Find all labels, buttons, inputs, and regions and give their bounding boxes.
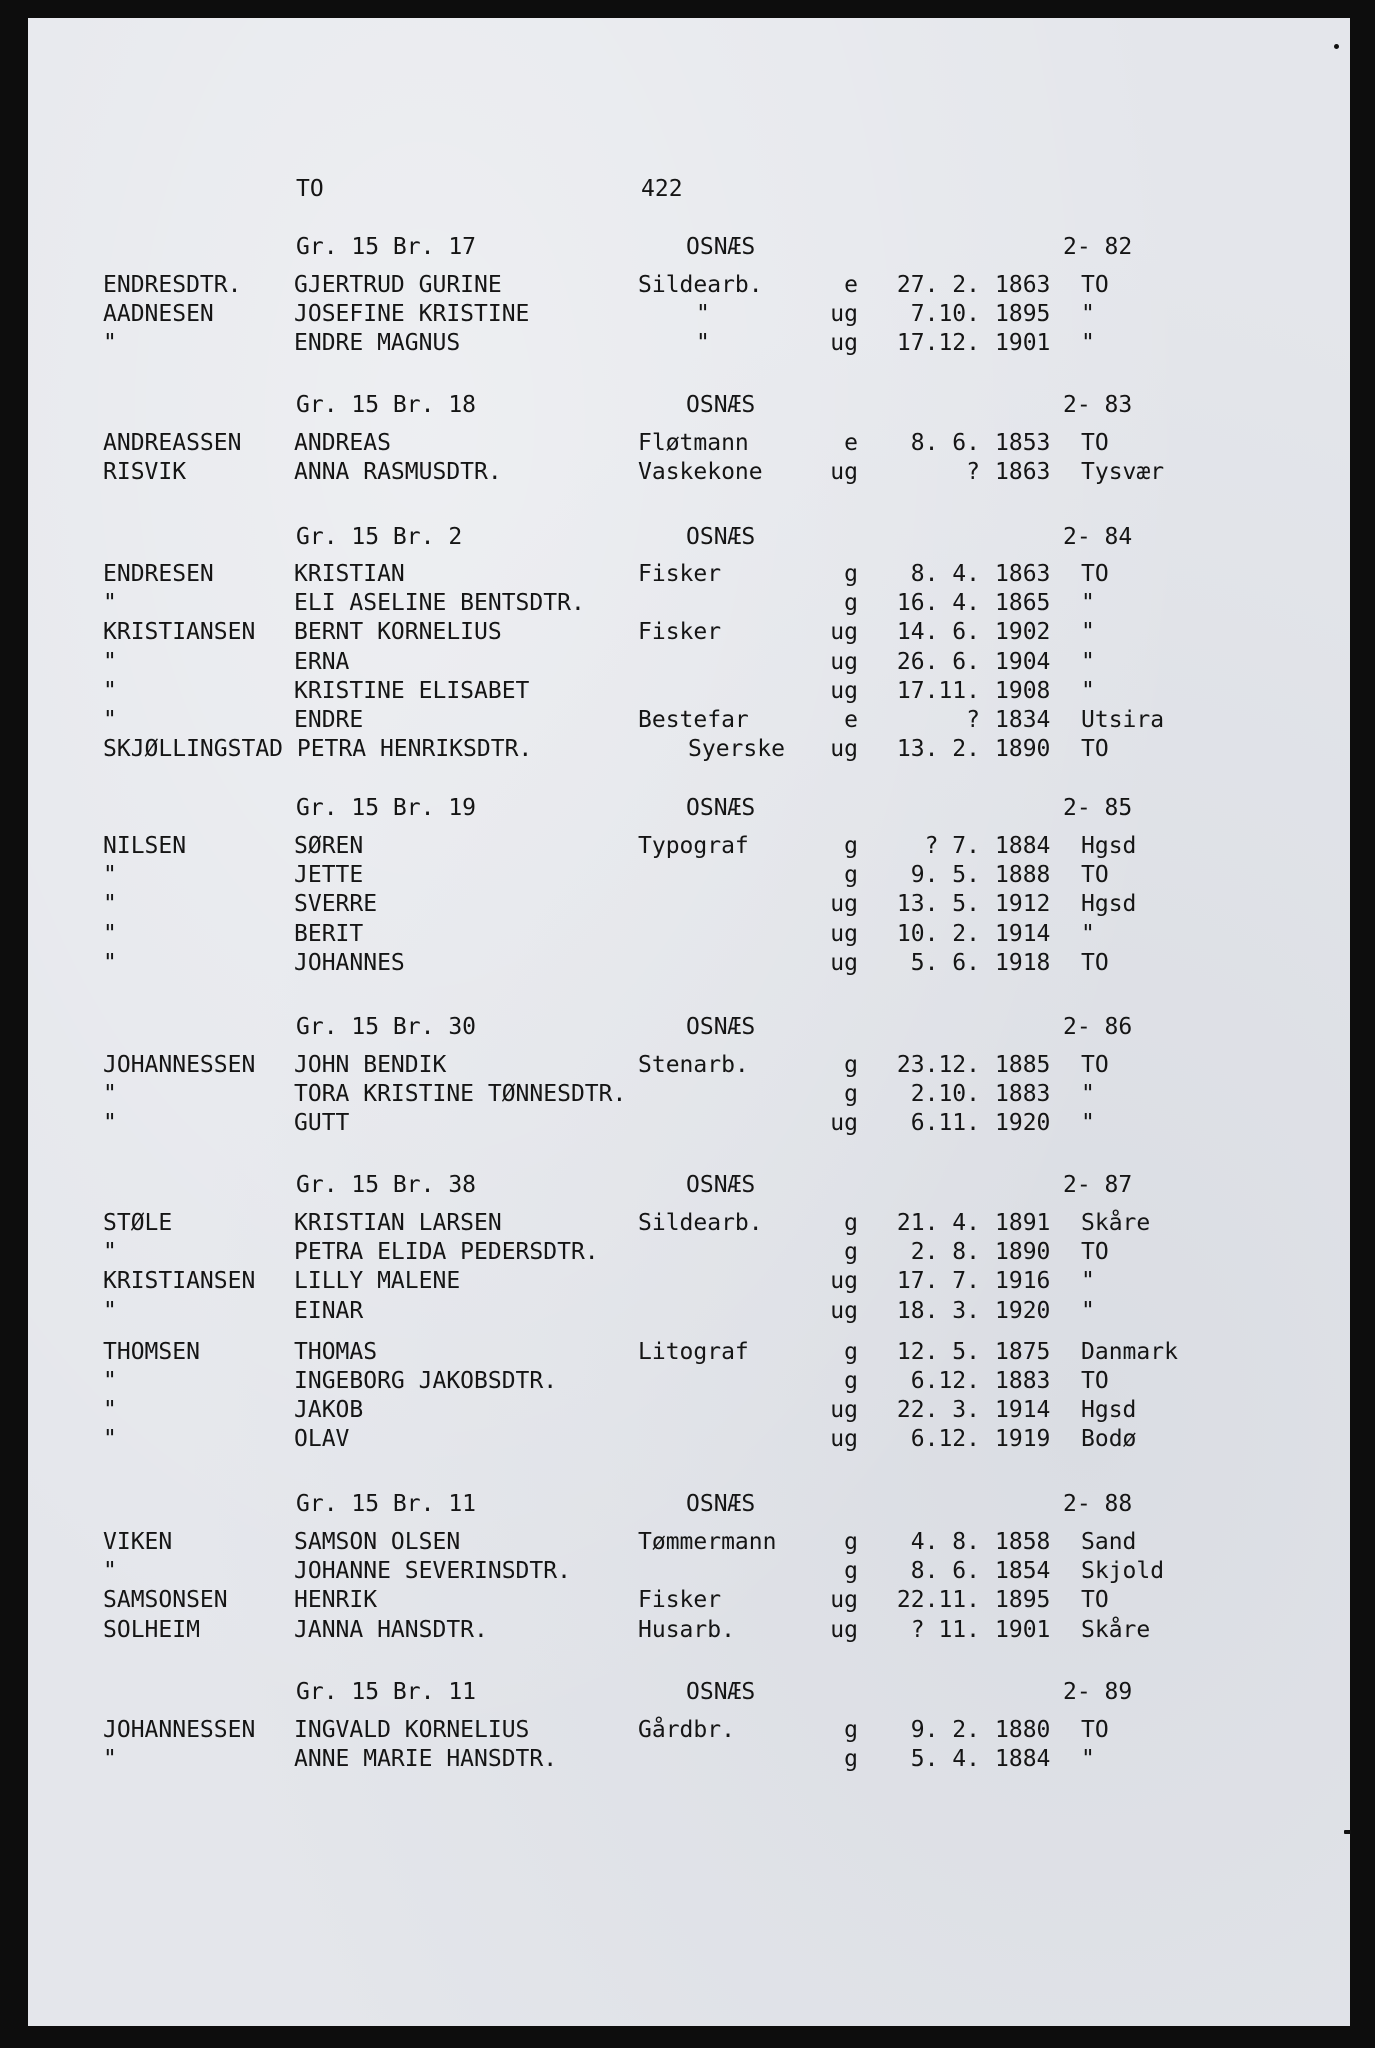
- birth-date: 22.11.: [896, 1587, 980, 1613]
- given-name: ENDRE: [294, 707, 364, 733]
- birthplace: Tysvær: [1081, 459, 1165, 485]
- birthplace: ": [1081, 1110, 1095, 1136]
- given-name: JETTE: [294, 862, 364, 888]
- given-name: BERNT KORNELIUS: [294, 619, 502, 645]
- marital-status: ug: [830, 649, 858, 675]
- marital-status: g: [844, 1529, 858, 1555]
- birth-year: 1920: [995, 1298, 1051, 1324]
- birthplace: Hgsd: [1081, 891, 1137, 917]
- given-name: JOHANNES: [294, 950, 405, 976]
- surname: ": [103, 678, 117, 704]
- birthplace: Hgsd: [1081, 833, 1137, 859]
- birth-date: 21. 4.: [896, 1210, 980, 1236]
- occupation: Fisker: [638, 561, 722, 587]
- place-name: OSNÆS: [686, 1172, 756, 1198]
- birthplace: ": [1081, 1081, 1095, 1107]
- surname: ": [103, 1081, 117, 1107]
- given-name: ANNA RASMUSDTR.: [294, 459, 502, 485]
- birthplace: ": [1081, 1268, 1095, 1294]
- given-name: KRISTIAN LARSEN: [294, 1210, 502, 1236]
- marital-status: g: [844, 1368, 858, 1394]
- household-code: 2- 85: [1063, 795, 1133, 821]
- birth-year: 1883: [995, 1081, 1051, 1107]
- occupation: Gårdbr.: [638, 1717, 735, 1743]
- birthplace: Skjold: [1081, 1558, 1165, 1584]
- surname: ": [103, 330, 117, 356]
- place-name: OSNÆS: [686, 795, 756, 821]
- occupation: Syerske: [688, 736, 785, 762]
- birth-year: 1880: [995, 1717, 1051, 1743]
- birth-date: 8. 6.: [910, 1558, 980, 1584]
- surname: ANDREASSEN: [103, 430, 242, 456]
- birth-date: 6.12.: [910, 1368, 980, 1394]
- birth-year: 1884: [995, 1746, 1051, 1772]
- birth-year: 1914: [995, 1397, 1051, 1423]
- birth-date: 13. 2.: [896, 736, 980, 762]
- birthplace: TO: [1081, 430, 1109, 456]
- birthplace: ": [1081, 330, 1095, 356]
- occupation: Fisker: [638, 1587, 722, 1613]
- given-name: SØREN: [294, 833, 364, 859]
- occupation: Fløtmann: [638, 430, 749, 456]
- marital-status: ug: [830, 950, 858, 976]
- place-name: OSNÆS: [686, 524, 756, 550]
- birth-year: 1890: [995, 736, 1051, 762]
- marital-status: g: [844, 1239, 858, 1265]
- marital-status: g: [844, 1717, 858, 1743]
- surname: ": [103, 1298, 117, 1324]
- given-name: INGEBORG JAKOBSDTR.: [294, 1368, 558, 1394]
- marital-status: ug: [830, 1298, 858, 1324]
- birth-date: 7.10.: [910, 301, 980, 327]
- given-name: JOSEFINE KRISTINE: [294, 301, 530, 327]
- birthplace: ": [1081, 301, 1095, 327]
- birth-date: 8. 4.: [910, 561, 980, 587]
- farm-number: Gr. 15 Br. 11: [296, 1679, 477, 1705]
- surname: ": [103, 1558, 117, 1584]
- farm-number: Gr. 15 Br. 11: [296, 1491, 477, 1517]
- birth-year: 1865: [995, 590, 1051, 616]
- birthplace: TO: [1081, 1368, 1109, 1394]
- surname: ": [103, 862, 117, 888]
- birth-date: ?: [966, 707, 980, 733]
- birth-date: ? 7.: [924, 833, 980, 859]
- marital-status: g: [844, 1746, 858, 1772]
- birth-year: 1863: [995, 561, 1051, 587]
- given-name: JANNA HANSDTR.: [294, 1617, 488, 1643]
- farm-number: Gr. 15 Br. 18: [296, 392, 477, 418]
- marital-status: ug: [830, 619, 858, 645]
- surname: THOMSEN: [103, 1339, 200, 1365]
- birth-year: 1883: [995, 1368, 1051, 1394]
- surname: JOHANNESSEN: [103, 1717, 256, 1743]
- birth-date: 8. 6.: [910, 430, 980, 456]
- given-name: JAKOB: [294, 1397, 364, 1423]
- given-name: HENRIK: [294, 1587, 378, 1613]
- household-code: 2- 82: [1063, 234, 1133, 260]
- birthplace: Utsira: [1081, 707, 1165, 733]
- marital-status: g: [844, 1558, 858, 1584]
- birth-year: 1895: [995, 301, 1051, 327]
- surname: ": [103, 1239, 117, 1265]
- surname: ": [103, 1368, 117, 1394]
- birth-year: 1919: [995, 1426, 1051, 1452]
- birth-year: 1884: [995, 833, 1051, 859]
- marital-status: ug: [830, 1397, 858, 1423]
- occupation: Husarb.: [638, 1617, 735, 1643]
- birthplace: TO: [1081, 1717, 1109, 1743]
- place-name: OSNÆS: [686, 392, 756, 418]
- marital-status: e: [844, 707, 858, 733]
- header-page-number: 422: [641, 176, 683, 202]
- given-name: KRISTINE ELISABET: [294, 678, 530, 704]
- occupation: Vaskekone: [638, 459, 763, 485]
- birth-date: 13. 5.: [896, 891, 980, 917]
- birthplace: TO: [1081, 1587, 1109, 1613]
- birth-year: 1863: [995, 272, 1051, 298]
- birth-date: 14. 6.: [896, 619, 980, 645]
- marital-status: ug: [830, 1426, 858, 1452]
- marital-status: e: [844, 272, 858, 298]
- given-name: GUTT: [294, 1110, 350, 1136]
- birthplace: ": [1081, 678, 1095, 704]
- birthplace: ": [1081, 590, 1095, 616]
- birth-date: 5. 4.: [910, 1746, 980, 1772]
- marital-status: g: [844, 1052, 858, 1078]
- birthplace: Hgsd: [1081, 1397, 1137, 1423]
- birth-date: 16. 4.: [896, 590, 980, 616]
- given-name: INGVALD KORNELIUS: [294, 1717, 530, 1743]
- occupation: Litograf: [638, 1339, 749, 1365]
- household-code: 2- 83: [1063, 392, 1133, 418]
- given-name: ERNA: [294, 649, 350, 675]
- marital-status: ug: [830, 459, 858, 485]
- birth-date: 2. 8.: [910, 1239, 980, 1265]
- birth-date: 2.10.: [910, 1081, 980, 1107]
- birth-date: 18. 3.: [896, 1298, 980, 1324]
- birth-year: 1914: [995, 921, 1051, 947]
- marital-status: g: [844, 833, 858, 859]
- birthplace: ": [1081, 1746, 1095, 1772]
- surname: VIKEN: [103, 1529, 173, 1555]
- given-name: ANNE MARIE HANSDTR.: [294, 1746, 558, 1772]
- marital-status: ug: [830, 678, 858, 704]
- marital-status: ug: [830, 1110, 858, 1136]
- birthplace: TO: [1081, 736, 1109, 762]
- surname: ": [103, 1397, 117, 1423]
- given-name: ELI ASELINE BENTSDTR.: [294, 590, 585, 616]
- surname: ": [103, 707, 117, 733]
- marital-status: g: [844, 1081, 858, 1107]
- given-name: JOHANNE SEVERINSDTR.: [294, 1558, 571, 1584]
- surname: KRISTIANSEN: [103, 1268, 256, 1294]
- header-code: TO: [296, 176, 324, 202]
- birthplace: TO: [1081, 1239, 1109, 1265]
- given-name: KRISTIAN: [294, 561, 405, 587]
- birth-date: 12. 5.: [896, 1339, 980, 1365]
- birth-year: 1890: [995, 1239, 1051, 1265]
- place-name: OSNÆS: [686, 1014, 756, 1040]
- birthplace: ": [1081, 649, 1095, 675]
- birth-year: 1916: [995, 1268, 1051, 1294]
- place-name: OSNÆS: [686, 1491, 756, 1517]
- birthplace: ": [1081, 619, 1095, 645]
- household-code: 2- 89: [1063, 1679, 1133, 1705]
- marital-status: g: [844, 590, 858, 616]
- surname: KRISTIANSEN: [103, 619, 256, 645]
- marital-status: g: [844, 1210, 858, 1236]
- given-name: TORA KRISTINE TØNNESDTR.: [294, 1081, 627, 1107]
- birthplace: TO: [1081, 950, 1109, 976]
- given-name: PETRA ELIDA PEDERSDTR.: [294, 1239, 599, 1265]
- birth-date: 6.12.: [910, 1426, 980, 1452]
- occupation: Stenarb.: [638, 1052, 749, 1078]
- birthplace: TO: [1081, 561, 1109, 587]
- birth-year: 1904: [995, 649, 1051, 675]
- surname: STØLE: [103, 1210, 173, 1236]
- given-name: ENDRE MAGNUS: [294, 330, 461, 356]
- occupation: Sildearb.: [638, 1210, 763, 1236]
- household-code: 2- 87: [1063, 1172, 1133, 1198]
- marital-status: ug: [830, 1587, 858, 1613]
- marital-status: ug: [830, 301, 858, 327]
- household-code: 2- 88: [1063, 1491, 1133, 1517]
- farm-number: Gr. 15 Br. 19: [296, 795, 477, 821]
- marital-status: g: [844, 561, 858, 587]
- birthplace: ": [1081, 921, 1095, 947]
- surname: SOLHEIM: [103, 1617, 200, 1643]
- birth-date: 17.11.: [896, 678, 980, 704]
- birth-year: 1885: [995, 1052, 1051, 1078]
- given-name: EINAR: [294, 1298, 364, 1324]
- birth-year: 1853: [995, 430, 1051, 456]
- birth-date: 9. 5.: [910, 862, 980, 888]
- birth-date: 17. 7.: [896, 1268, 980, 1294]
- birth-year: 1891: [995, 1210, 1051, 1236]
- birth-year: 1912: [995, 891, 1051, 917]
- surname: ": [103, 921, 117, 947]
- given-name: SVERRE: [294, 891, 378, 917]
- marital-status: e: [844, 430, 858, 456]
- birth-date: 26. 6.: [896, 649, 980, 675]
- surname: ": [103, 1426, 117, 1452]
- household-code: 2- 86: [1063, 1014, 1133, 1040]
- given-name: BERIT: [294, 921, 364, 947]
- surname: ": [103, 590, 117, 616]
- occupation: ": [696, 301, 710, 327]
- household-code: 2- 84: [1063, 524, 1133, 550]
- birth-year: 1908: [995, 678, 1051, 704]
- place-name: OSNÆS: [686, 1679, 756, 1705]
- given-name: JOHN BENDIK: [294, 1052, 447, 1078]
- birth-year: 1901: [995, 1617, 1051, 1643]
- marital-status: g: [844, 1339, 858, 1365]
- farm-number: Gr. 15 Br. 38: [296, 1172, 477, 1198]
- birth-date: 17.12.: [896, 330, 980, 356]
- birth-date: ? 11.: [910, 1617, 980, 1643]
- occupation: ": [696, 330, 710, 356]
- birth-date: 27. 2.: [896, 272, 980, 298]
- surname: ": [103, 1746, 117, 1772]
- surname: ENDRESEN: [103, 561, 214, 587]
- occupation: Tømmermann: [638, 1529, 777, 1555]
- birth-date: 4. 8.: [910, 1529, 980, 1555]
- birth-year: 1902: [995, 619, 1051, 645]
- given-name: SAMSON OLSEN: [294, 1529, 461, 1555]
- birth-date: ?: [966, 459, 980, 485]
- birth-year: 1888: [995, 862, 1051, 888]
- marital-status: ug: [830, 1268, 858, 1294]
- marital-status: ug: [830, 736, 858, 762]
- birthplace: Skåre: [1081, 1617, 1151, 1643]
- birth-year: 1875: [995, 1339, 1051, 1365]
- surname: ": [103, 950, 117, 976]
- surname: JOHANNESSEN: [103, 1052, 256, 1078]
- occupation: Sildearb.: [638, 272, 763, 298]
- birth-date: 10. 2.: [896, 921, 980, 947]
- birth-year: 1858: [995, 1529, 1051, 1555]
- farm-number: Gr. 15 Br. 2: [296, 524, 463, 550]
- birth-date: 22. 3.: [896, 1397, 980, 1423]
- surname: AADNESEN: [103, 301, 214, 327]
- surname: SKJØLLINGSTAD PETRA HENRIKSDTR.: [103, 736, 533, 762]
- birthplace: Bodø: [1081, 1426, 1137, 1452]
- birth-year: 1834: [995, 707, 1051, 733]
- place-name: OSNÆS: [686, 234, 756, 260]
- surname: NILSEN: [103, 833, 187, 859]
- surname: ": [103, 649, 117, 675]
- birthplace: TO: [1081, 272, 1109, 298]
- birth-date: 23.12.: [896, 1052, 980, 1078]
- birth-date: 5. 6.: [910, 950, 980, 976]
- marital-status: ug: [830, 330, 858, 356]
- surname: RISVIK: [103, 459, 187, 485]
- given-name: THOMAS: [294, 1339, 378, 1365]
- marital-status: ug: [830, 921, 858, 947]
- birthplace: Skåre: [1081, 1210, 1151, 1236]
- given-name: ANDREAS: [294, 430, 391, 456]
- occupation: Fisker: [638, 619, 722, 645]
- farm-number: Gr. 15 Br. 17: [296, 234, 477, 260]
- surname: ": [103, 1110, 117, 1136]
- birth-date: 9. 2.: [910, 1717, 980, 1743]
- given-name: OLAV: [294, 1426, 350, 1452]
- birth-year: 1918: [995, 950, 1051, 976]
- birthplace: Sand: [1081, 1529, 1137, 1555]
- birth-year: 1901: [995, 330, 1051, 356]
- birthplace: TO: [1081, 1052, 1109, 1078]
- farm-number: Gr. 15 Br. 30: [296, 1014, 477, 1040]
- marital-status: ug: [830, 1617, 858, 1643]
- occupation: Typograf: [638, 833, 749, 859]
- birth-year: 1854: [995, 1558, 1051, 1584]
- birthplace: TO: [1081, 862, 1109, 888]
- birth-date: 6.11.: [910, 1110, 980, 1136]
- birth-year: 1920: [995, 1110, 1051, 1136]
- birthplace: Danmark: [1081, 1339, 1178, 1365]
- birthplace: ": [1081, 1298, 1095, 1324]
- birth-year: 1863: [995, 459, 1051, 485]
- birth-year: 1895: [995, 1587, 1051, 1613]
- given-name: GJERTRUD GURINE: [294, 272, 502, 298]
- surname: SAMSONSEN: [103, 1587, 228, 1613]
- surname: ": [103, 891, 117, 917]
- occupation: Bestefar: [638, 707, 749, 733]
- marital-status: ug: [830, 891, 858, 917]
- given-name: LILLY MALENE: [294, 1268, 461, 1294]
- surname: ENDRESDTR.: [103, 272, 242, 298]
- marital-status: g: [844, 862, 858, 888]
